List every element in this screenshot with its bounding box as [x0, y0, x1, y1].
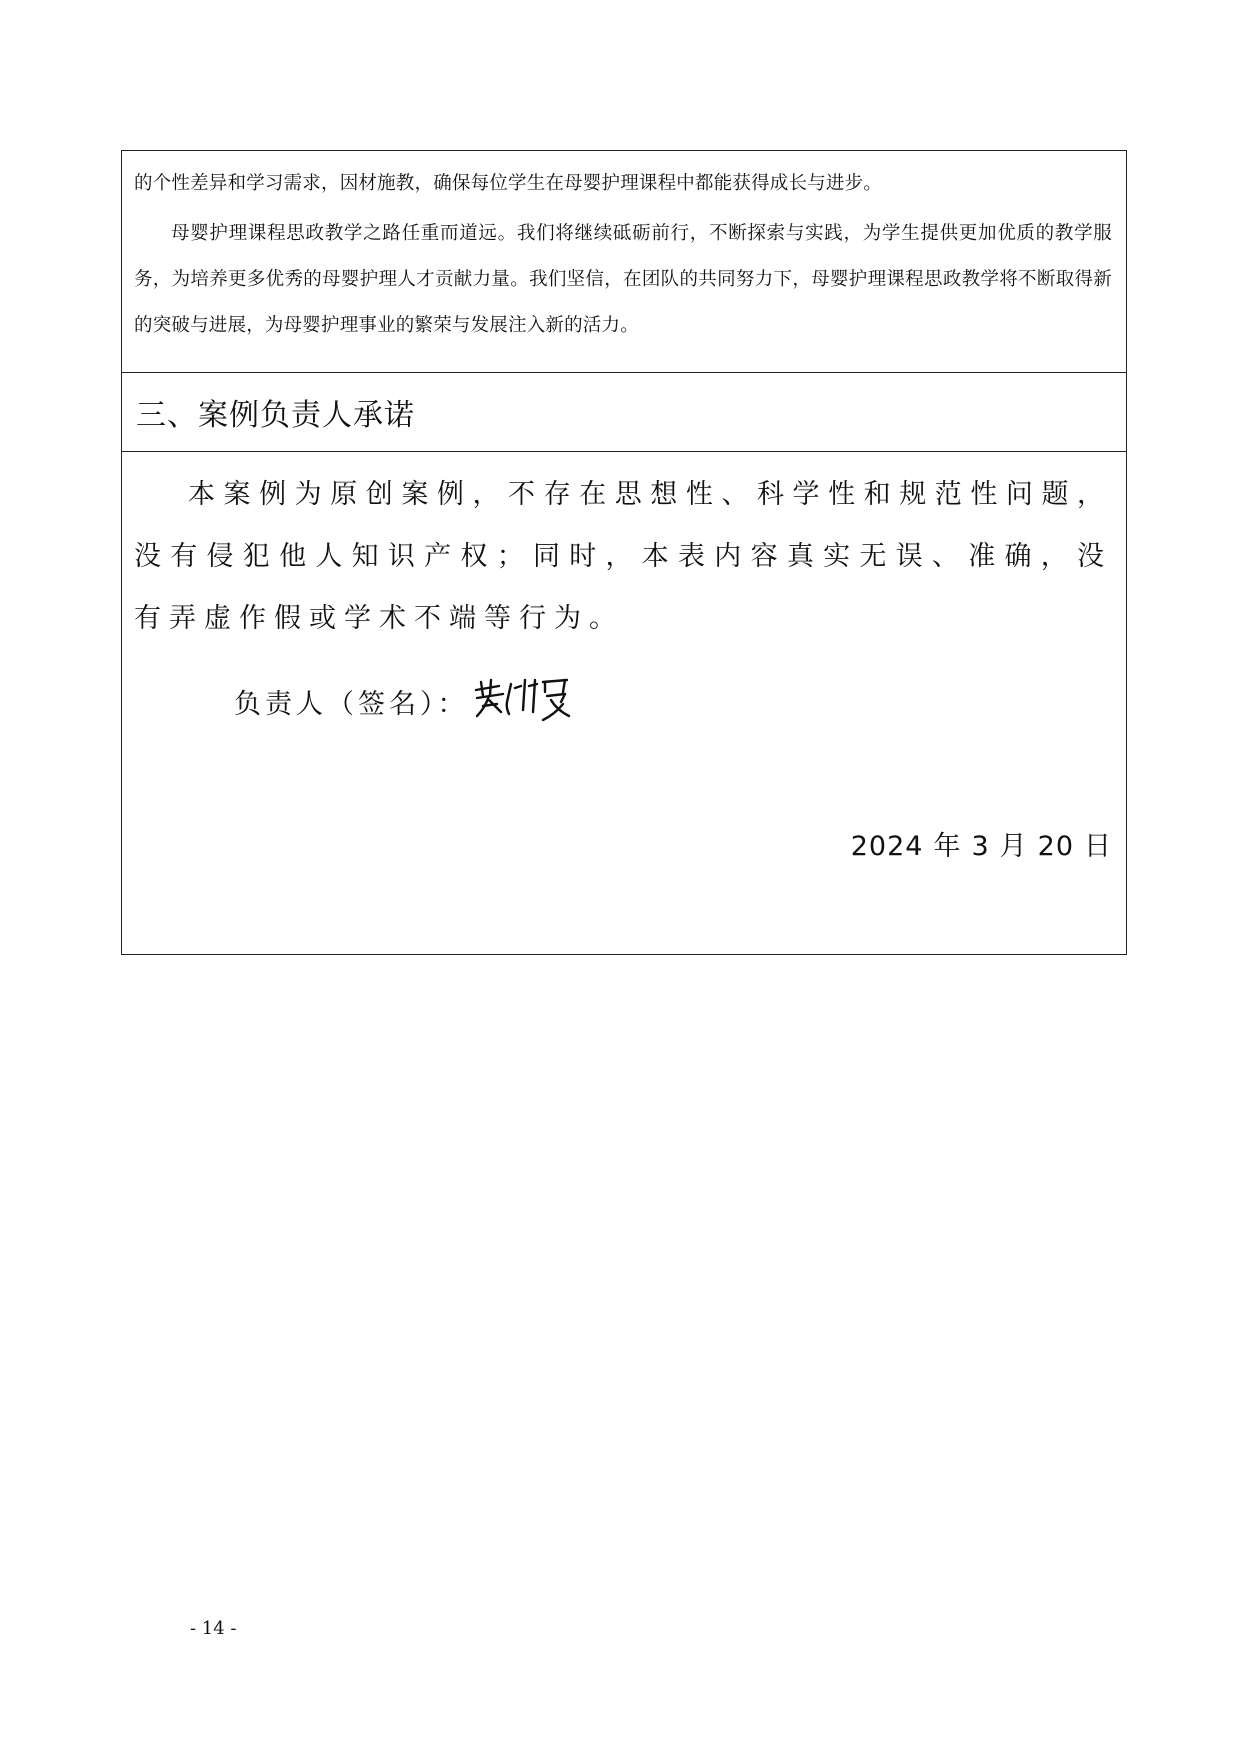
date-day: 20 [1037, 831, 1074, 862]
date-month: 3 [971, 831, 990, 862]
handwritten-signature [473, 676, 573, 726]
continued-line: 的个性差异和学习需求，因材施教，确保每位学生在母婴护理课程中都能获得成长与进步。 [134, 173, 883, 194]
date-month-unit: 月 [999, 831, 1028, 862]
signature-label: 负责人（签名）： [234, 688, 469, 720]
signature-row [234, 676, 573, 726]
commitment-cell [122, 452, 1126, 954]
date-line [851, 824, 1112, 863]
section-heading: 三、案例负责人承诺 [136, 398, 415, 433]
continued-text-cell [122, 151, 1126, 373]
date-year-unit: 年 [933, 831, 962, 862]
date-day-unit: 日 [1084, 831, 1112, 862]
section-heading-cell [122, 373, 1126, 452]
page-number: - 14 - [190, 1618, 237, 1639]
commitment-statement: 本案例为原创案例，不存在思想性、科学性和规范性问题，没有侵犯他人知识产权；同时，本表内容真实无误、准确，没有弄虚作假或学术不端等行为。 [134, 479, 1112, 634]
form-table [121, 150, 1127, 955]
date-year: 2024 [850, 831, 924, 862]
closing-paragraph: 母婴护理课程思政教学之路任重而道远。我们将继续砥砺前行，不断探索与实践，为学生提供更加优质的教学服务，为培养更多优秀的母婴护理人才贡献力量。我们坚信，在团队的共同努力下，母婴护理课程思政教学将不断取得新的突破与进展，为母婴护理事业的繁荣与发展注入新的活力。 [134, 223, 1112, 336]
